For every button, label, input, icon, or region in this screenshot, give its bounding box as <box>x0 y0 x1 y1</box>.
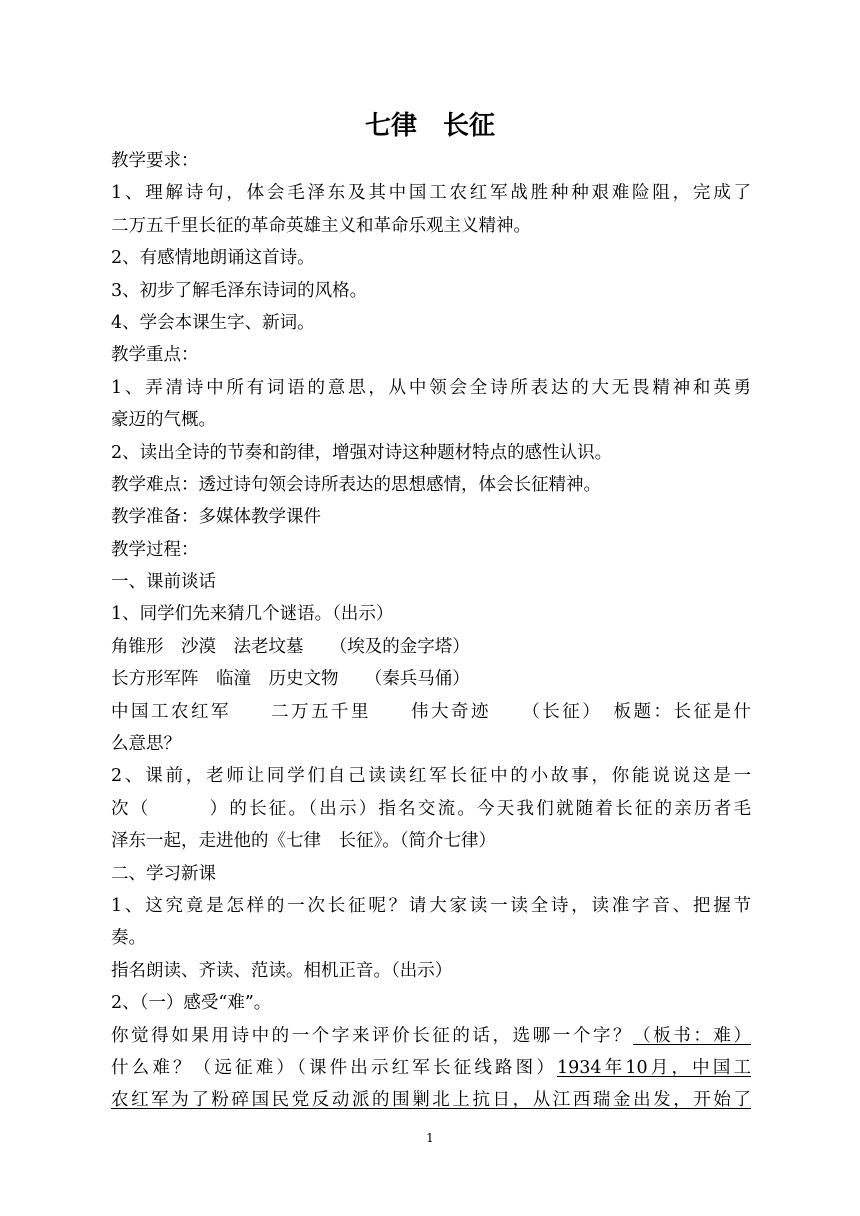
text-line: 长方形军阵 临潼 历史文物 （秦兵马俑） <box>111 669 470 690</box>
text-segment: 你觉得如果用诗中的一个字来评价长征的话，选哪一个字？ <box>111 1025 634 1046</box>
text-line: 1、这究竟是怎样的一次长征呢？请大家读一读全诗，读准字音、把握节 <box>111 895 751 916</box>
document-body <box>111 145 751 1117</box>
underlined-text: （板书：难） <box>633 1025 751 1046</box>
text-line: 教学难点：透过诗句领会诗所表达的思想感情，体会长征精神。 <box>111 474 601 495</box>
text-line: 指名朗读、齐读、范读。相机正音。（出示） <box>111 960 453 981</box>
text-line: 泽东一起，走进他的《七律 长征》。（简介七律） <box>111 831 496 852</box>
text-segment: 什么难？（远征难）（课件出示红军长征线路图） <box>111 1057 557 1078</box>
text-line: 1、理解诗句，体会毛泽东及其中国工农红军战胜种种艰难险阻，完成了 <box>111 183 751 204</box>
text-line: 教学准备：多媒体教学课件 <box>111 507 321 528</box>
document-title: 七律 长征 <box>364 111 495 141</box>
text-line: 2、有感情地朗诵这首诗。 <box>111 248 315 269</box>
text-line: 4、学会本课生字、新词。 <box>111 312 315 333</box>
text-line: 教学要求： <box>111 151 199 171</box>
text-line: 中国工农红军 二万五千里 伟大奇迹 （长征） 板题：长征是什 <box>111 701 751 722</box>
text-line: 二万五千里长征的革命英雄主义和革命乐观主义精神。 <box>111 215 531 236</box>
underlined-text: 农红军为了粉碎国民党反动派的围剿北上抗日，从江西瑞金出发，开始了 <box>111 1090 751 1111</box>
text-line: 么意思？ <box>111 734 181 755</box>
text-line <box>111 1020 751 1052</box>
text-line: 角锥形 沙漠 法老坟墓 （埃及的金字塔） <box>111 636 470 657</box>
text-line: 教学过程： <box>111 539 199 560</box>
text-line: 3、初步了解毛泽东诗词的风格。 <box>111 280 368 301</box>
page-number: 1 <box>426 1131 434 1145</box>
text-line <box>111 1084 751 1116</box>
text-line: 1、同学们先来猜几个谜语。（出示） <box>111 604 394 625</box>
underlined-text: 1934年10月，中国工 <box>557 1057 751 1078</box>
text-line: 次（ ）的长征。（出示）指名交流。今天我们就随着长征的亲历者毛 <box>111 798 751 819</box>
text-line: 2、课前，老师让同学们自己读读红军长征中的小故事，你能说说这是一 <box>111 766 751 787</box>
text-line: 1、弄清诗中所有词语的意思，从中领会全诗所表达的大无畏精神和英勇 <box>111 377 751 398</box>
text-line <box>111 1052 751 1084</box>
text-line: 豪迈的气概。 <box>111 410 216 431</box>
text-line: 一、课前谈话 <box>111 572 216 593</box>
text-line: 二、学习新课 <box>111 863 216 884</box>
text-line: 2、（一）感受“难”。 <box>111 993 272 1014</box>
text-line: 教学重点： <box>111 345 199 366</box>
text-line: 2、读出全诗的节奏和韵律，增强对诗这种题材特点的感性认识。 <box>111 442 613 463</box>
text-line: 奏。 <box>111 928 146 949</box>
